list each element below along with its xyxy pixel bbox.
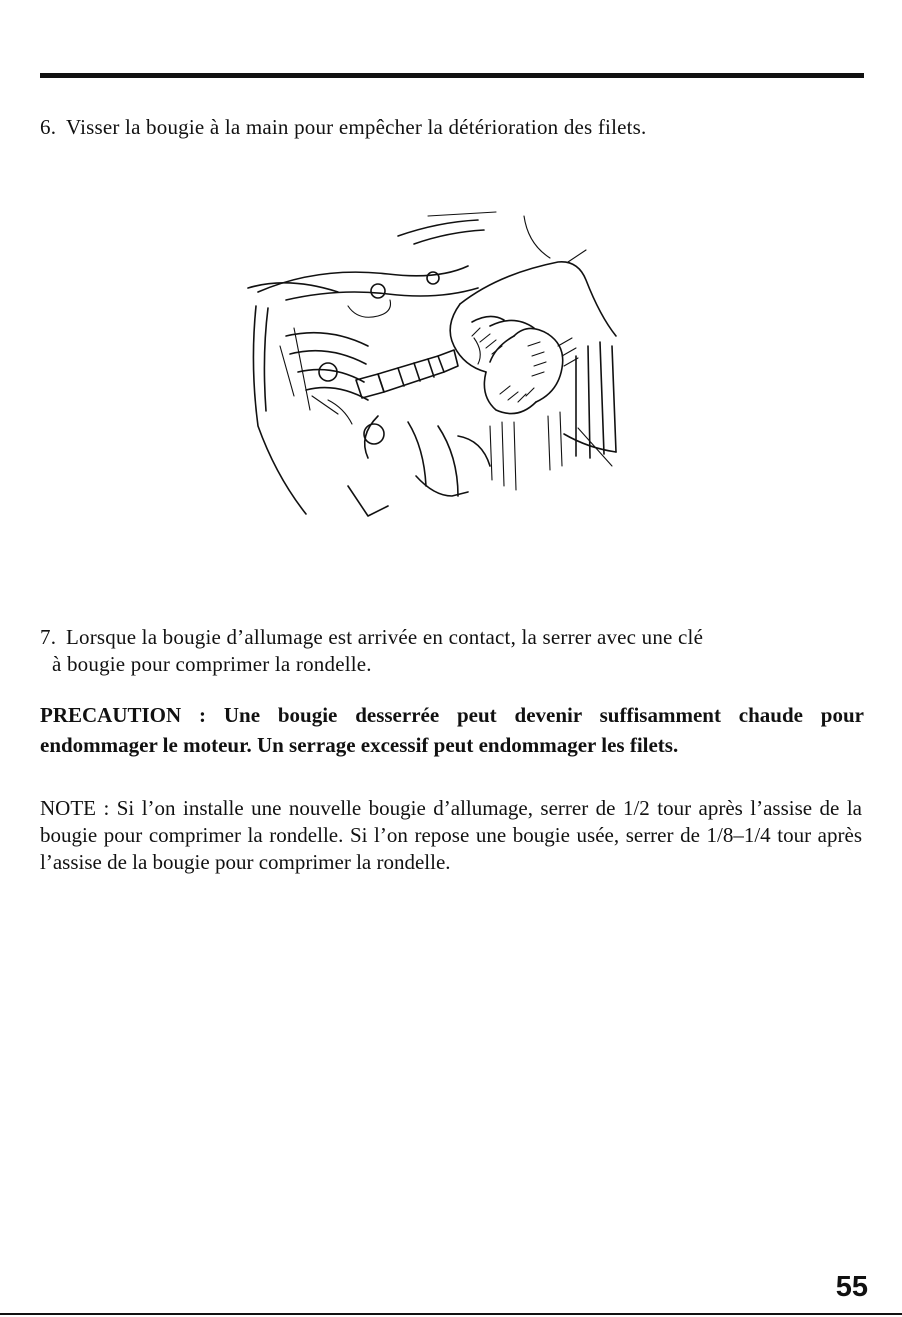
caution-warning: PRECAUTION : Une bougie desserrée peut devenir suffisamment chaude pour endommager le moteur. Un serrage excessif peut endommager les filets. <box>40 703 864 757</box>
bottom-rule <box>0 1313 902 1315</box>
step-6-number: 6. <box>40 115 57 139</box>
top-rule <box>40 73 864 78</box>
step-7-instruction <box>40 624 864 678</box>
spark-plug-hand-illustration <box>228 196 628 536</box>
step-6-text: Visser la bougie à la main pour empêcher la détérioration des filets. <box>66 115 647 139</box>
step-6-instruction <box>40 114 864 141</box>
step-7-line-1: Lorsque la bougie d’allumage est arrivée en contact, la serrer avec une clé <box>66 625 704 649</box>
step-7-number: 7. <box>40 625 57 649</box>
note-paragraph: NOTE : Si l’on installe une nouvelle bougie d’allumage, serrer de 1/2 tour après l’assise de la bougie pour comprimer la rondelle. Si l’on repose une bougie usée, serrer de 1/8–1/4 tour après l’assise de la bougie pour comprimer la rondelle. <box>40 796 862 874</box>
page-number: 55 <box>835 1271 868 1303</box>
step-7-line-2: à bougie pour comprimer la rondelle. <box>52 652 372 676</box>
